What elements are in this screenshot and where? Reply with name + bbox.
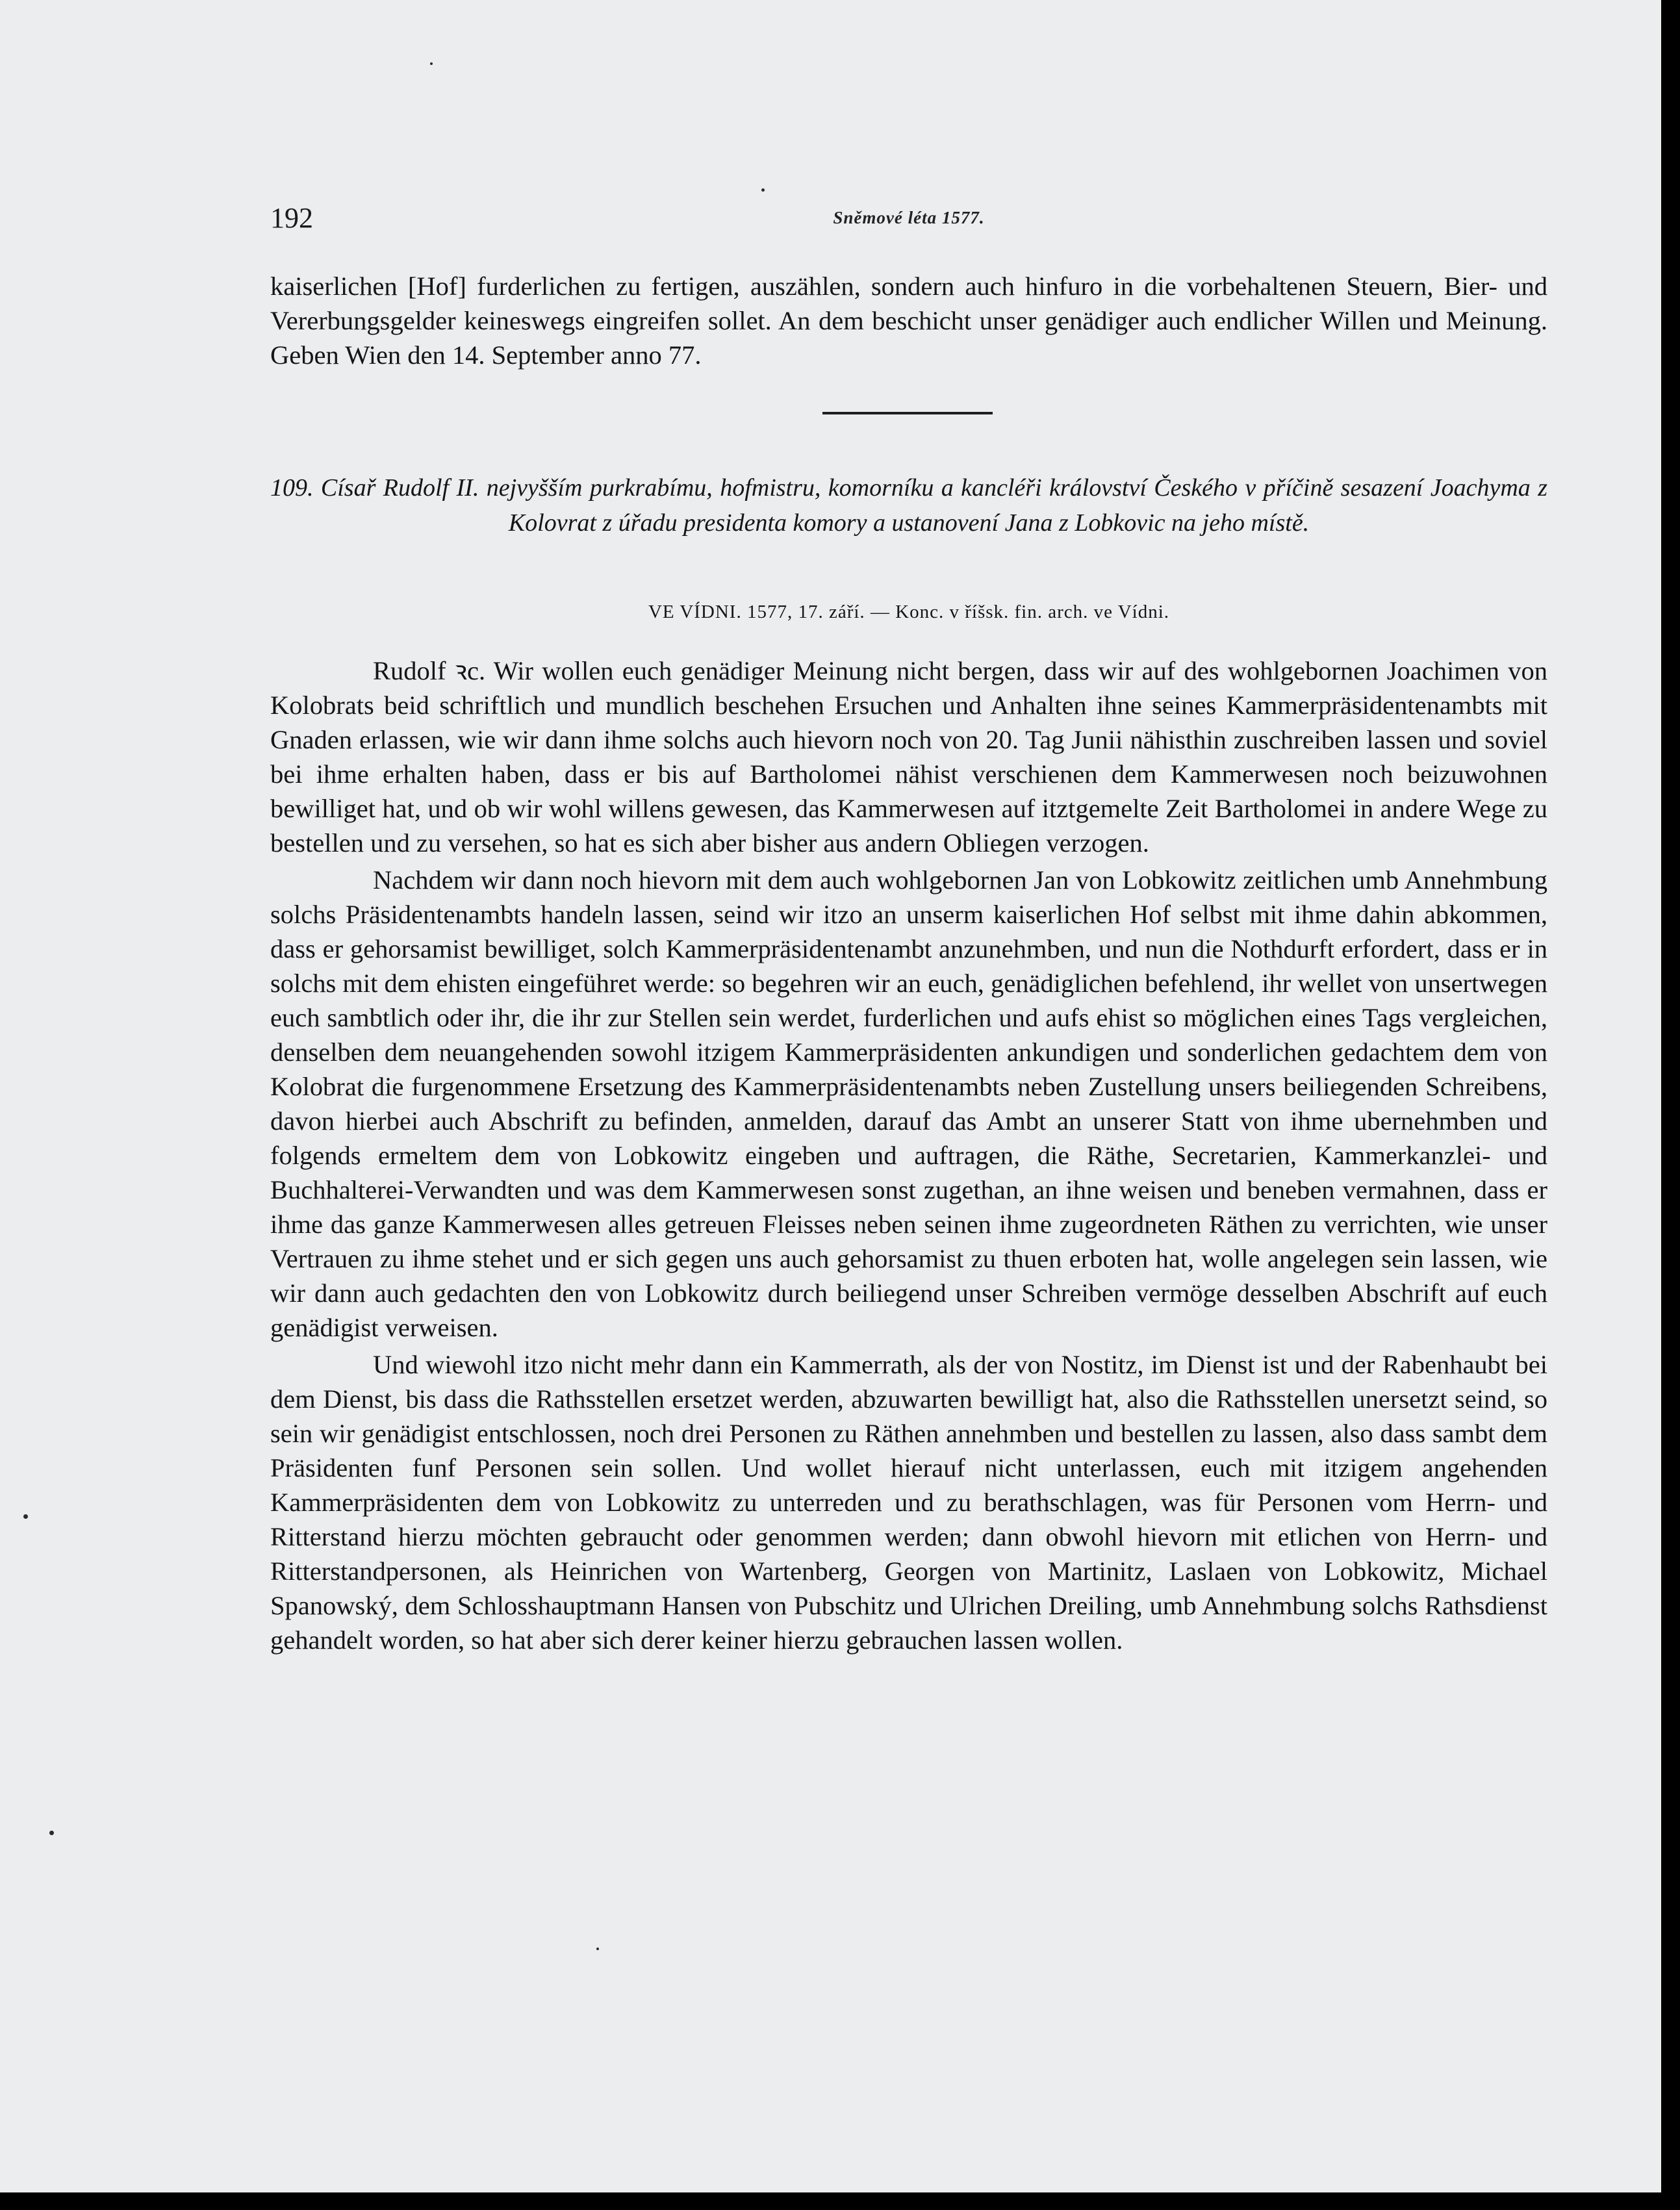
- scan-speck: [23, 1514, 28, 1519]
- scan-speck: [430, 62, 433, 65]
- document-heading: [270, 470, 1547, 540]
- body-paragraph-1: Rudolf ꝛc. Wir wollen euch genädiger Meinung nicht bergen, dass wir auf des wohlgebornen Joachimen von Kolobrats beid schriftlich und mundlich beschehen Ersuchen und Anhalten ihne seines Kammerpräsidentenambts mit Gnaden erlassen, wie wir dann ihme solchs auch hievorn noch von 20. Tag Junii nähisthin zuschreiben lassen und soviel bei ihme erhalten haben, dass er bis auf Bartholomei nähist verschienen dem Kammerwesen noch beizuwohnen bewilliget hat, und ob wir wohl willens gewesen, das Kammerwesen auf itztgemelte Zeit Bartholomei in andere Wege zu bestellen und zu versehen, so hat es sich aber bisher aus andern Obliegen verzogen.: [270, 656, 1547, 857]
- section-divider: [822, 412, 993, 414]
- document-heading-text: Císař Rudolf II. nejvyšším purkrabímu, hofmistru, komorníku a kancléři království Českého v příčině sesazení Joachyma z Kolovrat z úřadu presidenta komory a ustanovení Jana z Lobkovic na jeho místě.: [320, 474, 1547, 537]
- document-number: 109.: [270, 474, 314, 502]
- body-paragraph-3: Und wiewohl itzo nicht mehr dann ein Kammerrath, als der von Nostitz, im Dienst ist und der Rabenhaubt bei dem Dienst, bis dass die Rathsstellen ersetzet werden, abzuwarten bewilligt hat, also die Rathsstellen unersetzt seind, so sein wir genädigist entschlossen, noch drei Personen zu Räthen annehmben und bestellen zu lassen, also dass sambt dem Präsidenten funf Personen sein sollen. Und wollet hierauf nicht unterlassen, euch mit itzigem angehenden Kammerpräsidenten dem von Lobkowitz zu unterreden und zu berathschlagen, was für Personen vom Herrn- und Ritterstand hierzu möchten gebraucht oder genommen werden; dann obwohl hievorn mit etlichen von Herrn- und Ritterstandpersonen, als Heinrichen von Wartenberg, Georgen von Martinitz, Laslaen von Lobkowitz, Michael Spanowský, dem Schlosshauptmann Hansen von Pubschitz und Ulrichen Dreiling, umb Annehmbung solchs Rathsdienst gehandelt worden, so hat aber sich derer keiner hierzu gebrauchen lassen wollen.: [270, 1350, 1547, 1655]
- document-body: [270, 654, 1547, 1660]
- scan-speck: [49, 1831, 54, 1835]
- page-number: 192: [270, 202, 313, 234]
- continuation-paragraph: [270, 269, 1547, 372]
- scan-speck: [596, 1948, 599, 1950]
- body-paragraph-2: Nachdem wir dann noch hievorn mit dem auch wohlgebornen Jan von Lobkowitz zeitlichen umb Annehmbung solchs Präsidentenambts handeln lassen, seind wir itzo an unserm kaiserlichen Hof selbst mit ihme dahin abkommen, dass er gehorsamist bewilliget, solch Kammerpräsidentenambt anzunehmben, und nun die Nothdurft erfordert, dass er in solchs mit dem ehisten eingeführet werde: so begehren wir an euch, genädiglichen befehlend, ihr wellet von unsertwegen euch sambtlich oder ihr, die ihr zur Stellen sein werdet, furderlichen und aufs ehist so möglichen eines Tags vergleichen, denselben dem neuangehenden sowohl itzigem Kammerpräsidenten ankundigen und sonderlichen gedachtem dem von Kolobrat die furgenommene Ersetzung des Kammerpräsidentenambts neben Zustellung unsers beiliegenden Schreibens, davon hierbei auch Abschrift zu befinden, anmelden, darauf das Ambt an unserer Statt von ihme ubernehmben und folgends ermeltem dem von Lobkowitz eingeben und auftragen, die Räthe, Secretarien, Kammerkanzlei- und Buchhalterei-Verwandten und was dem Kammerwesen sonst zugethan, an ihne weisen und beneben vermahnen, dass er ihme das ganze Kammerwesen alles getreuen Fleisses neben seinen ihme zugeordneten Räthen zu verrichten, wie unser Vertrauen zu ihme stehet und er sich gegen uns auch gehorsamist zu thuen erboten hat, wolle angelegen sein lassen, wie wir dann auch gedachten den von Lobkowitz durch beiliegend unser Schreiben vermöge desselben Abschrift auf euch genädigist verweisen.: [270, 865, 1547, 1342]
- document-source: VE VÍDNI. 1577, 17. září. — Konc. v říšsk. fin. arch. ve Vídni.: [648, 602, 1170, 622]
- running-title: Sněmové léta 1577.: [833, 208, 985, 227]
- page-header: [270, 195, 1547, 247]
- continuation-text: kaiserlichen [Hof] furderlichen zu fertigen, auszählen, sondern auch hinfuro in die vorbehaltenen Steuern, Bier- und Vererbungsgelder keineswegs eingreifen sollet. An dem beschicht unser genädiger auch endlicher Willen und Meinung. Geben Wien den 14. September anno 77.: [270, 272, 1547, 370]
- scan-speck: [761, 188, 765, 192]
